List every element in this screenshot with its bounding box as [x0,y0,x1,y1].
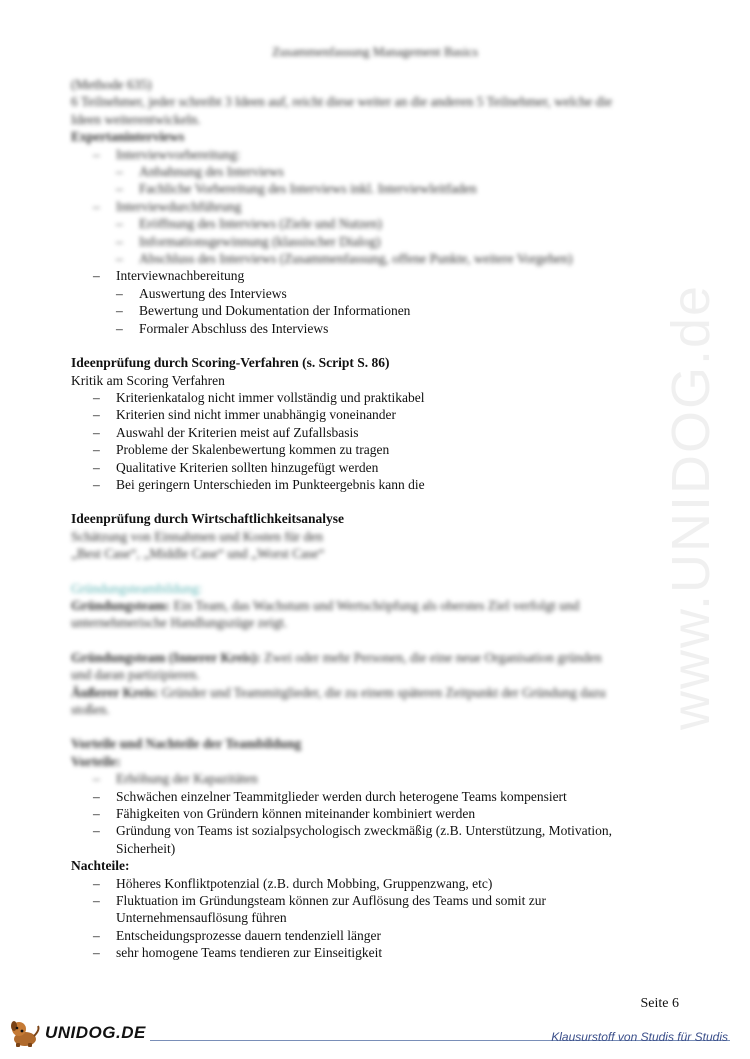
economy-line: Schätzung von Einnahmen und Kosten für den [71,528,323,544]
page-header: Zusammenfassung Management Basics [272,44,478,59]
list-item: – Bewertung und Dokumentation der Informationen [116,303,411,319]
list-item-continuation: Sicherheit) [116,840,176,856]
list-item: – Abschluss des Interviews (Zusammenfassung, offene Punkte, weitere Vorgehen) [116,251,573,267]
outer-def: Äußerer Kreis: Gründer und Teammitglieder, die zu einem späteren Zeitpunkt der Gründung dazu [71,684,606,700]
list-item: – Fähigkeiten von Gründern können miteinander kombiniert werden [93,806,476,822]
list-item: – Interviewvorbereitung: [93,146,241,162]
list-item: – Fachliche Vorbereitung des Interviews inkl. Interviewleitfaden [116,181,477,197]
logo-text: UNIDOG.DE [45,1023,146,1042]
list-item: – Höheres Konfliktpotenzial (z.B. durch Mobbing, Gruppenzwang, etc) [93,875,493,891]
watermark: www.UNIDOG.de [661,283,721,730]
list-item-continuation: Unternehmensauflösung führen [116,910,287,926]
scoring-heading: Ideenprüfung durch Scoring-Verfahren (s. Script S. 86) [71,355,390,371]
list-item: – Probleme der Skalenbewertung kommen zu tragen [93,442,390,458]
list-item: – sehr homogene Teams tendieren zur Einseitigkeit [93,945,383,961]
economy-line: „Best Case“, „Middle Case“ und „Worst Case“ [71,546,325,562]
list-item: – Entscheidungsprozesse dauern tendenziell länger [93,927,382,943]
list-item: – Erhöhung der Kapazitäten [93,771,258,787]
list-item: – Anbahnung des Interviews [116,164,284,180]
list-item: – Auswahl der Kriterien meist auf Zufallsbasis [93,424,359,440]
teal-heading: Gründungsteambildung: [71,580,203,596]
team-def: unternehmerische Handlungszüge zeigt. [71,615,288,631]
pros-label: Vorteile: [71,753,121,769]
economy-heading: Ideenprüfung durch Wirtschaftlichkeitsanalyse [71,511,345,527]
list-item: – Formaler Abschluss des Interviews [116,320,329,336]
economy-text [71,528,681,563]
method-label: (Methode 635) [71,77,152,92]
dog-icon [8,1018,42,1048]
list-item: – Fluktuation im Gründungsteam können zur Auflösung des Teams und somit zur [93,893,547,909]
inner-def: Gründungsteam (Innerer Kreis): Zwei oder mehr Personen, die eine neue Organisation gründen [71,649,602,665]
list-item: – Kriterienkatalog nicht immer vollständig und praktikabel [93,389,425,405]
pros-cons-heading: Vorteile und Nachteile der Teambildung [71,736,302,752]
list-item: – Qualitative Kriterien sollten hinzugefügt werden [93,459,379,475]
team-def: Gründungsteam: Ein Team, das Wachstum und Wertschöpfung als oberstes Ziel verfolgt und [71,597,580,613]
list-item: – Informationsgewinnung (klassischer Dialog) [116,233,381,249]
unidog-logo[interactable] [8,1018,146,1048]
list-item: – Auswertung des Interviews [116,285,287,301]
blurred-top-section [71,76,681,267]
method-desc: 6 Teilnehmer, jeder schreibt 3 Ideen auf, reicht diese weiter an die anderen 5 Teilnehmer, welche die [71,94,613,110]
blurred-middle-section [71,580,681,788]
scoring-subheading: Kritik am Scoring Verfahren [71,372,225,388]
experts-heading: Expertaninterviews [71,129,185,145]
inner-def: und daran partizipieren. [71,667,200,683]
method-desc: Ideen weiterentwickeln. [71,111,201,127]
interview-post-title: – Interviewnachbereitung [93,268,245,284]
list-item: – Schwächen einzelner Teammitglieder werden durch heterogene Teams kompensiert [93,788,567,804]
list-item: – Interviewdurchführung [93,198,242,214]
list-item: – Gründung von Teams ist sozialpsychologisch zweckmäßig (z.B. Unterstützung, Motivation, [93,823,612,839]
list-item: – Bei geringern Unterschieden im Punkteergebnis kann die [93,476,425,492]
footer-slogan: Klausurstoff von Studis für Studis [551,1030,728,1044]
outer-def: stoßen. [71,702,110,717]
list-item: – Kriterien sind nicht immer unabhängig voneinander [93,407,397,423]
content [71,76,681,962]
cons-label: Nachteile: [71,858,130,874]
page-number: Seite 6 [640,996,679,1011]
list-item: – Eröffnung des Interviews (Ziele und Nutzen) [116,216,383,232]
